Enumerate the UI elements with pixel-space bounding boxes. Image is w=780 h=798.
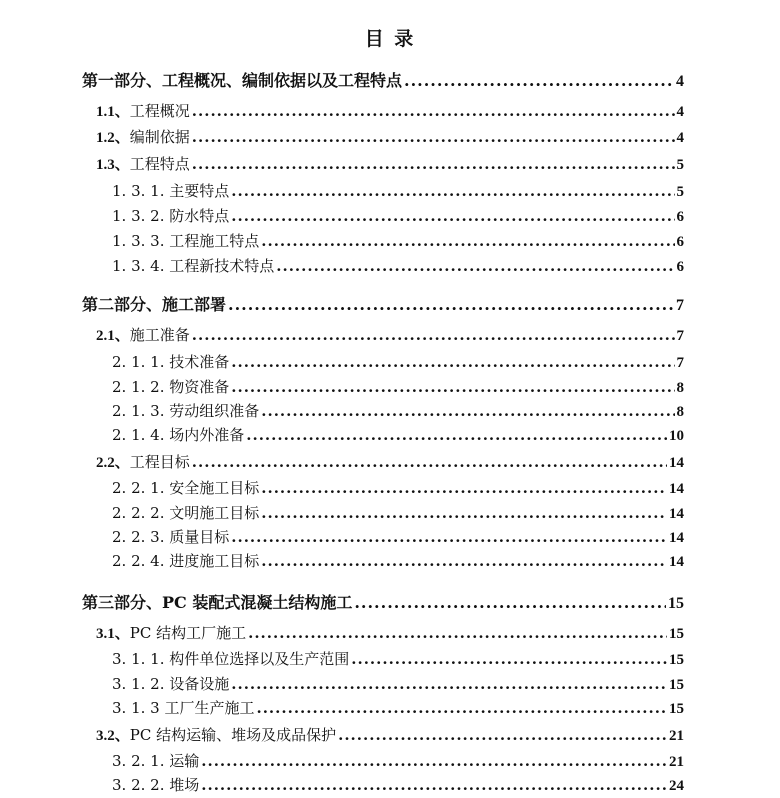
toc-page-number: 8 [676,404,684,420]
toc-entry-text: 3. 2. 1. 运输 [112,752,200,770]
toc-entry-text: 2. 2. 2. 文明施工目标 [112,504,260,522]
toc-page-number: 15 [669,652,684,668]
toc-entry-label [96,100,190,121]
dot-leader [201,776,667,794]
toc-page-number: 15 [669,701,684,717]
toc-entry-label [112,255,274,276]
toc-entry-text: 第二部分、施工部署 [82,295,227,314]
dot-leader [231,182,674,200]
dot-leader [231,207,674,225]
toc-entry[interactable] [96,451,684,472]
dot-leader [261,552,667,570]
toc-page-number: 7 [676,355,684,371]
toc-entry-label [112,400,259,421]
toc-entry-label [96,622,246,643]
dot-leader [354,593,666,612]
toc-entry[interactable] [96,126,684,147]
toc-entry-text: PC 结构工厂施工 [129,624,247,642]
toc-page-number: 5 [676,184,684,200]
dot-leader [231,378,674,396]
dot-leader [351,650,667,668]
toc-entry-label [112,526,229,547]
toc-entry-label [112,180,229,201]
toc-entry-number: 1.1、 [96,104,130,120]
toc-entry-label [112,750,199,771]
toc-entry-text: 工程概况 [129,102,190,120]
toc-entry-text: 1. 3. 3. 工程施工特点 [112,232,260,250]
toc-entry-label [82,292,226,315]
dot-leader [261,232,674,250]
toc-entry-text: 3. 1. 1. 构件单位选择以及生产范围 [112,650,350,668]
toc-entry[interactable] [96,622,684,643]
toc-entry-text: 第一部分、工程概况、编制依据以及工程特点 [82,71,403,90]
toc-entry-label [96,451,190,472]
dot-leader [192,155,675,173]
toc-page-number: 15 [669,626,684,642]
dot-leader [248,624,667,642]
dot-leader [256,699,667,717]
toc-entry[interactable] [112,750,684,771]
toc-entry[interactable] [82,590,684,613]
dot-leader [231,675,667,693]
toc-entry-label [112,351,229,372]
toc-entry-text: PC 结构运输、堆场及成品保护 [129,726,337,744]
toc-page-number: 14 [669,506,684,522]
toc-entry-text: 2. 1. 4. 场内外准备 [112,426,245,444]
toc-entry-number: 2.2、 [96,455,130,471]
toc-entry[interactable] [112,697,684,718]
toc-entry-label [82,68,402,91]
toc-entry[interactable] [112,673,684,694]
toc-entry[interactable] [112,230,684,251]
dot-leader [404,71,674,90]
toc-entry-number: 2.1、 [96,328,130,344]
toc-page-number: 6 [676,234,684,250]
toc-entry-label [82,590,352,613]
toc-entry-label [112,205,229,226]
toc-entry[interactable] [112,400,684,421]
toc-entry[interactable] [96,100,684,121]
toc-page-number: 14 [669,481,684,497]
dot-leader [276,257,674,275]
dot-leader [261,402,674,420]
toc-entry-text: 3. 1. 3 工厂生产施工 [112,699,255,717]
toc-entry-text: 1. 3. 4. 工程新技术特点 [112,257,275,275]
toc-entry-label [112,424,244,445]
toc-page-number: 4 [676,130,684,146]
toc-entry[interactable] [96,153,684,174]
toc-entry-text: 2. 1. 3. 劳动组织准备 [112,402,260,420]
toc-entry[interactable] [112,205,684,226]
toc-entry-label [96,153,190,174]
toc-page-number: 14 [669,455,684,471]
toc-entry-number: 1.2、 [96,130,130,146]
toc-entry-text: 1. 3. 1. 主要特点 [112,182,230,200]
toc-entry-number: 3.1、 [96,626,130,642]
toc-entry-label [112,774,199,795]
toc-entry-text: 第三部分、PC 装配式混凝土结构施工 [82,593,353,612]
dot-leader [192,326,675,344]
dot-leader [192,128,675,146]
toc-entry[interactable] [82,68,684,91]
toc-page-number: 14 [669,530,684,546]
toc-entry[interactable] [112,774,684,795]
toc-entry[interactable] [112,180,684,201]
toc-page-number: 8 [676,380,684,396]
toc-page-number: 4 [676,104,684,120]
toc-entry-label [112,648,349,669]
toc-entry-label [112,697,254,718]
toc-entry[interactable] [112,376,684,397]
dot-leader [201,752,667,770]
toc-entry-text: 编制依据 [129,128,190,146]
dot-leader [231,528,667,546]
toc-entry-label [112,550,259,571]
dot-leader [231,353,674,371]
toc-entry[interactable] [112,424,684,445]
toc-entry[interactable] [112,351,684,372]
toc-entry[interactable] [112,526,684,547]
toc-entry[interactable] [112,255,684,276]
toc-entry-text: 2. 1. 2. 物资准备 [112,378,230,396]
toc-entry-text: 2. 2. 4. 进度施工目标 [112,552,260,570]
toc-entry-label [112,230,259,251]
dot-leader [228,295,674,314]
toc-page-number: 21 [669,754,684,770]
toc-entry[interactable] [112,502,684,523]
toc-entry-text: 工程特点 [129,155,190,173]
toc-entry-label [96,324,190,345]
toc-entry-label [96,126,190,147]
toc-page-number: 21 [669,728,684,744]
toc-entry-label [112,673,229,694]
toc-entry-text: 1. 3. 2. 防水特点 [112,207,230,225]
toc-entry[interactable] [82,292,684,315]
toc-entry[interactable] [96,324,684,345]
toc-page-number: 4 [676,73,684,90]
toc-entry-text: 3. 2. 2. 堆场 [112,776,200,794]
dot-leader [192,453,667,471]
toc-entry-text: 工程目标 [129,453,190,471]
toc-page-number: 24 [669,778,684,794]
toc-page-number: 15 [668,595,684,612]
toc-entry-text: 2. 2. 3. 质量目标 [112,528,230,546]
toc-entry-label [112,477,259,498]
toc-page-number: 14 [669,554,684,570]
toc-entry-number: 1.3、 [96,157,130,173]
toc-entry-text: 施工准备 [129,326,190,344]
toc-page-number: 5 [676,157,684,173]
toc-entry-label [112,376,229,397]
toc-entry[interactable] [112,550,684,571]
toc-entry-number: 3.2、 [96,728,130,744]
toc-entry[interactable] [112,477,684,498]
dot-leader [261,504,667,522]
toc-page-number: 6 [676,209,684,225]
toc-page-number: 7 [676,328,684,344]
dot-leader [192,102,675,120]
toc-page-number: 6 [676,259,684,275]
toc-entry-label [96,724,336,745]
dot-leader [261,479,667,497]
toc-page-number: 10 [669,428,684,444]
toc-entry-text: 2. 1. 1. 技术准备 [112,353,230,371]
toc-entry-text: 2. 2. 1. 安全施工目标 [112,479,260,497]
toc-entry-text: 3. 1. 2. 设备设施 [112,675,230,693]
toc-entry[interactable] [96,724,684,745]
toc-page-number: 15 [669,677,684,693]
toc-title: 目 录 [364,28,416,50]
toc-entry[interactable] [112,648,684,669]
toc-page-number: 7 [676,297,684,314]
toc-entry-label [112,502,259,523]
dot-leader [338,726,667,744]
dot-leader [246,426,667,444]
